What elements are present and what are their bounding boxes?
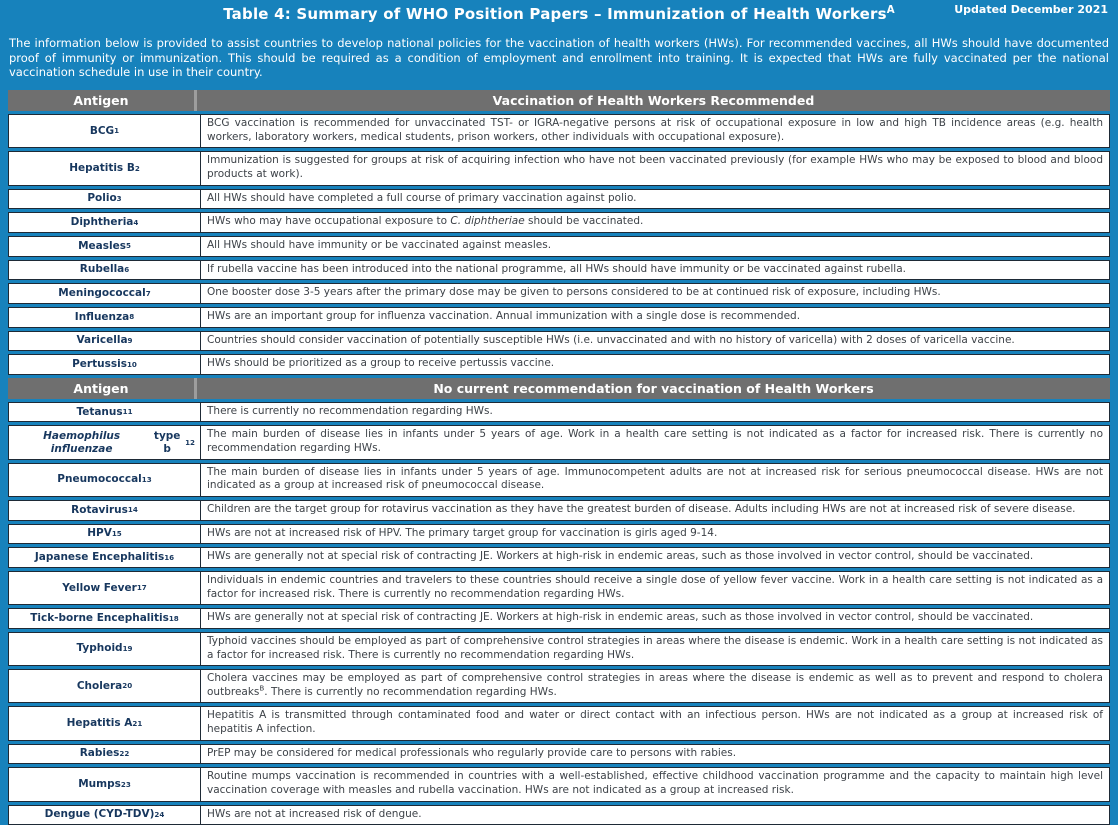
table-row [8,151,1110,185]
antigen-cell: Japanese Encephalitis 16 [9,548,201,567]
section-header-no-recommendation [8,378,1110,399]
recommendation-cell: PrEP may be considered for medical professionals who regularly provide care to persons with rabies. [207,746,737,759]
antigen-cell: Typhoid 19 [9,633,201,665]
antigen-cell: Polio 3 [9,190,201,209]
column-header-recommendation: Vaccination of Health Workers Recommended [492,93,815,109]
recommendation-cell: Routine mumps vaccination is recommended in countries with a well-established, effective childhood vaccination programme and the capacity to maintain high level vaccination coverage with measles and rubella vaccination. HWs are not indicated as a group at increased risk. [207,770,1103,797]
table-row [8,571,1110,605]
table-row [8,524,1110,545]
column-header-antigen: Antigen [8,90,197,111]
antigen-cell: Mumps 23 [9,768,201,800]
table-row [8,500,1110,521]
recommendation-cell: Hepatitis A is transmitted through contaminated food and water or direct contact with an infectious person. HWs are not indicated as a group at increased risk of hepatitis A infection. [207,709,1103,736]
antigen-cell: Rabies 22 [9,745,201,764]
antigen-cell: Yellow Fever 17 [9,572,201,604]
recommendation-cell: The main burden of disease lies in infants under 5 years of age. Immunocompetent adults are not at increased risk for serious pneumococcal disease. HWs are not indicated as a group at increased risk of pneumococcal disease. [207,465,1103,492]
column-header-no-recommendation: No current recommendation for vaccination of Health Workers [433,380,874,396]
recommendation-cell: Typhoid vaccines should be employed as part of comprehensive control strategies in areas where the disease is endemic. Work in a health care setting is not indicated as a factor for increased risk. There is currently no recommendation regarding HWs. [207,634,1103,661]
recommendation-cell: Individuals in endemic countries and travelers to these countries should receive a single dose of yellow fever vaccine. Work in a health care setting is not indicated as a factor for increased risk. There is currently no recommendation regarding HWs. [207,573,1103,600]
antigen-cell: Rotavirus 14 [9,501,201,520]
antigen-cell: Diphtheria 4 [9,213,201,232]
table-row [8,307,1110,328]
recommendation-cell: HWs are generally not at special risk of contracting JE. Workers at high-risk in endemic areas, such as those involved in vector control, should be vaccinated. [207,611,1034,624]
antigen-cell: Rubella 6 [9,261,201,280]
recommendation-cell: HWs are an important group for influenza vaccination. Annual immunization with a single dose is recommended. [207,309,801,322]
table-row [8,425,1110,459]
antigen-cell: Pertussis 10 [9,355,201,374]
table-row [8,744,1110,765]
table-row [8,463,1110,497]
recommendation-cell: BCG vaccination is recommended for unvaccinated TST- or IGRA-negative persons at risk of occupational exposure in low and high TB incidence areas (e.g. health workers, laboratory workers, medical students, prison workers, other individuals with occupational exposure). [207,117,1103,143]
page-title: Table 4: Summary of WHO Position Papers – Immunization of Health Workers$^A$ [223,5,895,23]
table-row [8,547,1110,568]
document-header [0,0,1118,28]
antigen-cell: Tick-borne Encephalitis 18 [9,609,201,628]
antigen-cell: Tetanus 11 [9,403,201,422]
intro-paragraph: The information below is provided to assist countries to develop national policies for the vaccination of health workers (HWs). For recommended vaccines, all HWs should have documented proof of immunity or immunization. This should be required as a condition of employment and enrollment into training. It is expected that HWs are fully vaccinated per the national vaccination schedule in use in their country. [9,36,1109,80]
antigen-cell: Measles 5 [9,237,201,256]
table-row [8,669,1110,703]
antigen-cell: Dengue (CYD-TDV) 24 [9,806,201,825]
table-row [8,331,1110,352]
recommendation-cell: There is currently no recommendation regarding HWs. [207,404,493,417]
table-row [8,189,1110,210]
table-row [8,354,1110,375]
immunization-table [8,90,1110,825]
recommendation-cell: HWs who may have occupational exposure to C. diphtheriae should be vaccinated. [207,215,644,228]
recommendation-cell: The main burden of disease lies in infants under 5 years of age. Work in a health care setting is not indicated as a factor for increased risk. There is currently no recommendation regarding HWs. [207,428,1103,455]
recommendation-cell: HWs should be prioritized as a group to receive pertussis vaccine. [207,357,555,370]
recommendation-cell: HWs are generally not at special risk of contracting JE. Workers at high-risk in endemic areas, such as those involved in vector control, should be vaccinated. [207,550,1034,563]
antigen-cell: Hepatitis B 2 [9,152,201,184]
antigen-cell: Varicella 9 [9,332,201,351]
column-header-antigen: Antigen [8,378,197,399]
table-row [8,212,1110,233]
recommendation-cell: HWs are not at increased risk of HPV. The primary target group for vaccination is girls aged 9-14. [207,526,718,539]
table-row [8,114,1110,148]
recommendation-cell: All HWs should have completed a full course of primary vaccination against polio. [207,191,637,204]
recommendation-cell: Immunization is suggested for groups at risk of acquiring infection who have not been vaccinated previously (for example HWs who may be exposed to blood and blood products at work). [207,154,1103,181]
recommendation-cell: Cholera vaccines may be employed as part of comprehensive control strategies in areas where the disease is endemic as well as to prevent and respond to cholera outbreaks$^B$. There is currently no recommendation regarding HWs. [207,672,1103,698]
recommendation-cell: All HWs should have immunity or be vaccinated against measles. [207,239,552,251]
table-row [8,706,1110,740]
recommendation-cell: One booster dose 3-5 years after the primary dose may be given to persons considered to be at continued risk of exposure, including HWs. [207,286,941,299]
antigen-cell: Cholera 20 [9,670,201,702]
table-row [8,632,1110,666]
antigen-cell: HPV 15 [9,525,201,544]
updated-date-label: Updated December 2021 [954,3,1108,16]
recommendation-cell: Children are the target group for rotavirus vaccination as they have the greatest burden of disease. Adults including HWs are not at increased risk of severe disease. [207,503,1076,516]
antigen-cell: Influenza 8 [9,308,201,327]
antigen-cell: Haemophilus influenzae type b 12 [9,426,201,458]
table-row [8,236,1110,257]
antigen-cell: Pneumococcal 13 [9,464,201,496]
antigen-cell: Meningococcal 7 [9,284,201,303]
antigen-cell: BCG 1 [9,115,201,147]
recommendation-cell: Countries should consider vaccination of potentially susceptible HWs (i.e. unvaccinated and with no history of varicella) with 2 doses of varicella vaccine. [207,333,1015,346]
table-row [8,608,1110,629]
antigen-cell: Hepatitis A 21 [9,707,201,739]
table-row [8,283,1110,304]
table-row [8,402,1110,423]
recommendation-cell: HWs are not at increased risk of dengue. [207,807,422,820]
table-row [8,260,1110,281]
section-header-recommended [8,90,1110,111]
table-row [8,805,1110,825]
recommendation-cell: If rubella vaccine has been introduced into the national programme, all HWs should have immunity or be vaccinated against rubella. [207,262,906,275]
